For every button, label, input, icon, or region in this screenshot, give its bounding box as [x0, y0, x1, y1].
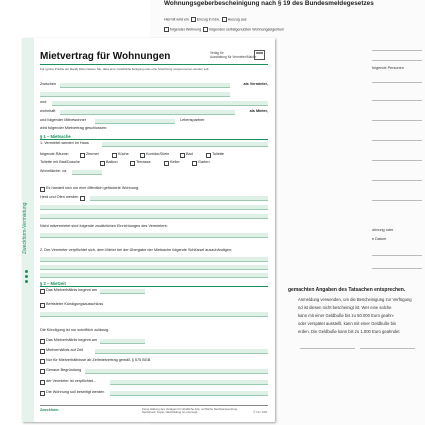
landlord-duty-checkbox[interactable] [40, 380, 45, 385]
room-checkbox[interactable] [180, 153, 185, 158]
rental-contract-form [22, 38, 275, 422]
section-rental-period: § 2 – Mietzeit [40, 281, 66, 286]
date-label: e Datum [372, 237, 387, 241]
keys-field-row [40, 272, 268, 279]
living-area-field[interactable] [72, 170, 102, 175]
keys-row: 2. Der Vermieter verpflichtet sich, dem Mieter bei der Übergabe der Mietsache folgende Schlüssel auszuhändigen: [40, 248, 233, 252]
not-rented-row: Nicht mitvermietet sind folgende zusätzlichen Einrichtungen des Vermieters: [40, 224, 168, 228]
temp-lease-row: Mietverhältnis auf Zeit [40, 348, 268, 355]
tenant-residence-row: wohnhaft als Mieter, [40, 109, 268, 113]
back-field-line[interactable] [372, 200, 422, 201]
room-checkbox[interactable] [164, 161, 169, 166]
footer-disclaimer: Keine Haftung des Verlages für inhaltliche bzw. rechtliche Rechtsanwendung. Nachdruck, Kopie, Nachbildung ist untersagt. [142, 407, 238, 415]
room-checkbox[interactable] [100, 161, 105, 166]
section-rental-object: § 1 – Mietsache [40, 134, 71, 139]
legal-paragraph-line: erden. Die Geldbuße kann bis zu 1.000 Euro geahndet [298, 329, 400, 334]
back-field-line[interactable] [372, 268, 422, 269]
contract-statement-row: wird folgender Mietvertrag geschlossen: [40, 126, 108, 130]
back-field-line[interactable] [372, 255, 422, 256]
back-field-line[interactable] [372, 100, 422, 101]
section-divider [40, 286, 268, 287]
back-field-line[interactable] [372, 120, 422, 121]
termination-field[interactable] [40, 312, 268, 317]
extra-field[interactable] [40, 214, 268, 219]
intro-note: Für (grüne Punkte am Rand) bitten lassen Sie, dass eine zusätzliche Einigung oder eine Streichung vorgenommen werden soll. [40, 67, 210, 71]
owner-property-checkbox[interactable] [203, 27, 208, 32]
property-type-row: folgender Wohnung folgenden selbstgenutzten Wohnungseigentum [164, 27, 284, 32]
room-checkbox[interactable] [112, 153, 117, 158]
legal-paragraph-line: oder verspätet ausstellt, kann mit einer Geldbuße bis [298, 321, 396, 326]
extra-field[interactable] [40, 205, 268, 210]
written-notice-row: Die Kündigung ist nur schriftlich zulässig. [40, 328, 110, 332]
landlord-address-field[interactable] [40, 92, 230, 97]
spine-dots [25, 268, 30, 285]
reason-field[interactable] [85, 369, 268, 374]
landlord-address-row [40, 91, 268, 98]
move-in-checkbox[interactable] [191, 17, 196, 22]
keys-field[interactable] [40, 265, 268, 270]
co-tenant-row: und folgender Mitbewohner Lebenspartner [40, 118, 205, 122]
reason-checkbox[interactable] [40, 369, 45, 374]
removal-field[interactable] [110, 391, 268, 396]
temp-lease-checkbox[interactable] [40, 349, 45, 354]
keys-field[interactable] [40, 257, 268, 262]
landlord-duty-field[interactable] [110, 380, 268, 385]
not-rented-field-row [40, 232, 268, 239]
room-checkbox[interactable] [80, 153, 85, 158]
apartment-checkbox[interactable] [164, 27, 169, 32]
back-field-line[interactable] [372, 140, 422, 141]
rental-house-row: 1. Vermietet werden im Haus [40, 141, 268, 148]
removal-checkbox[interactable] [40, 391, 45, 396]
house-address-field[interactable] [102, 142, 268, 147]
start-date-field[interactable] [100, 289, 145, 294]
reason-row: Genaue Begründung [40, 368, 268, 375]
start-date-row: Das Mietverhältnis beginnt am [40, 288, 268, 295]
room-checkbox[interactable] [140, 153, 145, 158]
truth-statement: gemachten Angaben des Tatsachen entsprechen. [288, 287, 406, 293]
spine-label: Zweckform-Vermietung [22, 202, 28, 254]
rooms-row-2: Toilette mit Bad/Dusche Balkon Terrasse Keller Garten [40, 160, 210, 164]
back-field-line[interactable] [372, 50, 422, 51]
back-field-line[interactable] [372, 160, 422, 161]
footer-divider [40, 405, 268, 406]
move-option-row: Hiermit wird ein Einzug in bzw. Auszug aus [164, 17, 247, 22]
keys-field-row [40, 256, 268, 263]
back-form-title: Wohnungsgeberbescheinigung nach § 19 des Bundesmeldegesetzes [164, 0, 374, 7]
landlord-duty-row: der Vermieter ist verpflichtet... [40, 379, 268, 386]
removal-row: Die Wohnung soll beseitigt werden [40, 390, 268, 397]
section-divider [40, 139, 268, 140]
form-title: Mietvertrag für Wohnungen [40, 51, 171, 62]
fixed-term-start-field[interactable] [100, 339, 145, 344]
not-rented-field[interactable] [40, 233, 268, 238]
legal-paragraph-line: Anmeldung verwenden, um die Bescheinigung zur Verfügung [298, 297, 412, 302]
termination-field-row [40, 311, 268, 318]
room-checkbox[interactable] [130, 161, 135, 166]
landlord-field[interactable] [60, 83, 230, 88]
rooms-row: folgende Räume: Zimmer Küche Korridor/Diele Bad Toilette [40, 152, 225, 156]
keys-field-row [40, 264, 268, 271]
fixed-term-checkbox[interactable] [40, 339, 45, 344]
back-field-line[interactable] [372, 60, 422, 61]
room-checkbox[interactable] [192, 161, 197, 166]
living-area-row: Wohnfläche: ca. [40, 169, 268, 176]
subsidized-row: Es handelt sich um eine öffentlich geförderte Wohnung. [40, 186, 268, 193]
extra-row [40, 213, 268, 220]
termination-exclusion-checkbox[interactable] [40, 303, 45, 308]
stove-rented-checkbox[interactable] [80, 196, 85, 201]
stove-row: Herd und Ofen werden [40, 195, 268, 202]
publisher-note: Verlag für Ausstattung für Vermieter/Makler [210, 51, 257, 59]
keys-field[interactable] [40, 273, 268, 278]
termination-exclusion-row: Befristeter Kündigungsausschluss [40, 302, 268, 309]
publisher-brand: Zweckform [40, 408, 59, 412]
publisher-logo-icon [254, 50, 265, 60]
subsidized-checkbox[interactable] [40, 187, 45, 192]
signature-line[interactable] [300, 348, 355, 349]
temp-lease-field[interactable] [95, 349, 268, 354]
tenant-residence-field[interactable] [60, 110, 235, 115]
extra-row [40, 204, 268, 211]
back-field-line[interactable] [372, 180, 422, 181]
unlimited-checkbox[interactable] [40, 289, 45, 294]
landlord-row: Zwischen als Vermieter, [40, 82, 268, 86]
apartment-or-label: ohnung oder [372, 228, 394, 232]
back-field-line[interactable] [372, 82, 422, 83]
move-out-checkbox[interactable] [222, 17, 227, 22]
persons-label: folgende Personen [372, 66, 404, 70]
fixed-term-row: Das Mietverhältnis beginnt am [40, 338, 268, 345]
tenant-row: und [40, 100, 268, 107]
form-number: © 12 / 100 [253, 410, 267, 414]
signature-line[interactable] [360, 348, 415, 349]
zeitmiet-row: Nur für Mietverhältnisse ab Zeitmietvertrag gemäß § 575 BGB [40, 358, 268, 365]
zeitmiet-checkbox[interactable] [40, 359, 45, 364]
legal-paragraph-line: nd ist diesen nicht bescheinigt ist. Wer eine solche [298, 305, 392, 310]
room-checkbox[interactable] [206, 153, 211, 158]
stove-detail-field[interactable] [90, 196, 268, 201]
tenant-name-field[interactable] [52, 101, 268, 106]
co-tenant-field[interactable] [95, 119, 175, 124]
title-divider [40, 64, 268, 65]
form-spine [22, 38, 34, 422]
legal-paragraph-line: kann mit einer Geldbuße bis zu 50.000 Euro geahn- [298, 313, 395, 318]
